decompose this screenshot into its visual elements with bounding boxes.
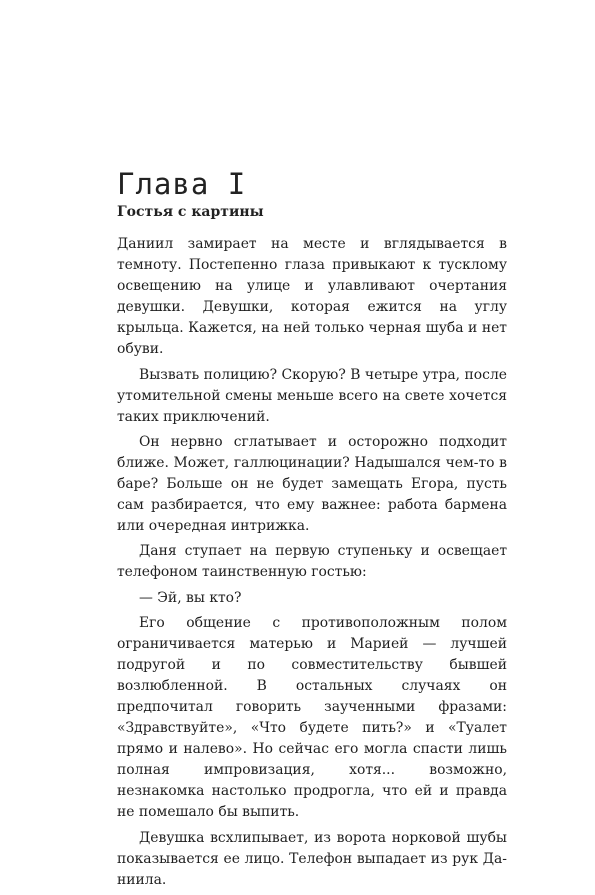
paragraph: Даниил замирает на месте и вглядывается в темноту. Постепенно глаза привыкают к тусклому освещению на улице и улавливают очертания девушки. Девушки, которая ежится на углу крыльца. Кажется, на ней только черная шуба и нет обуви. [117, 236, 507, 358]
paragraph: Он нервно сглатывает и осторожно подходит ближе. Может, галлюцинации? Надышался чем-то в баре? Больше он не будет замещать Егора, пусть сам разбирается, что ему важнее: работа бармена или очередная интрижка. [117, 433, 507, 535]
paragraph: Его общение с противоположным полом ограничивается матерью и Марией — лучшей подругой и по совместительству бывшей возлюбленной. В остальных случаях он предпочитал говорить заученными фразами: «Здравствуйте», «Что будете пить?» и «Туалет прямо и налево». Но сейчас его могла спасти лишь полная импровизация, хотя... возможно, незнакомка настолько продрогла, что ей и правда не помешало бы выпить. [117, 614, 507, 821]
paragraph: Даня ступает на первую ступеньку и освещает телефоном таинственную гостью: [117, 543, 507, 581]
dialogue-line: — Эй, вы кто? [139, 589, 242, 606]
chapter-title: Глава I [117, 167, 247, 201]
chapter-subtitle: Гостья с картины [117, 204, 264, 220]
paragraph: Вызвать полицию? Скорую? В четыре утра, после утомительной смены меньше всего на свете хочется таких приключений. [117, 366, 507, 425]
paragraph: Девушка всхлипывает, из ворота норковой шубы показывается ее лицо. Телефон выпадает из рук Даниила. [117, 829, 507, 888]
chapter-body [117, 234, 507, 895]
